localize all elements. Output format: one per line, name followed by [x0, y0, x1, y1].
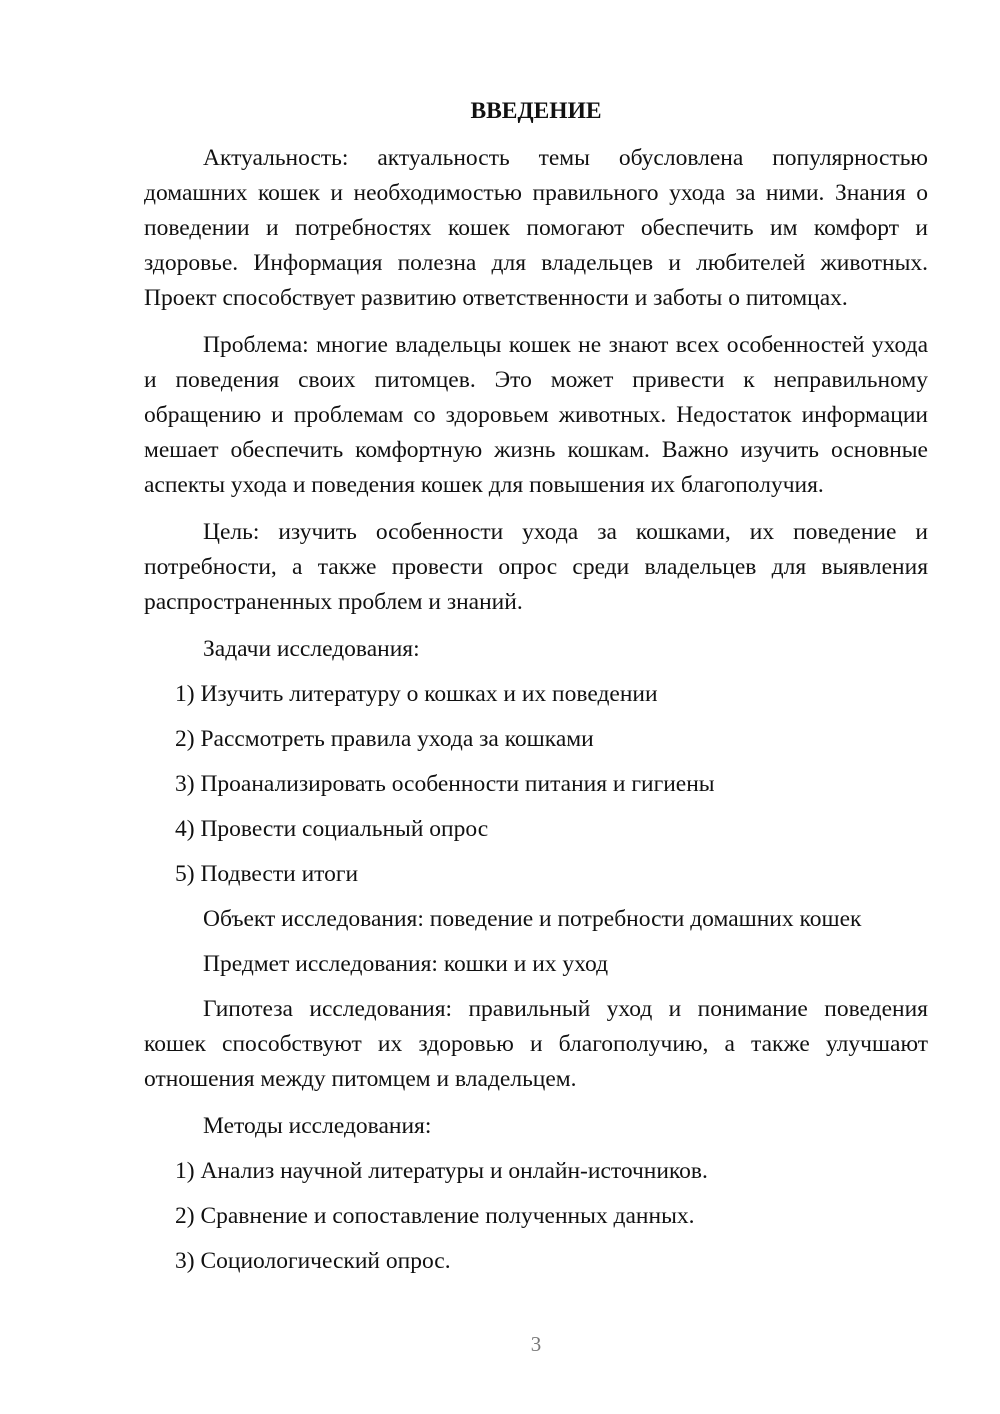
- task-item: 2) Рассмотреть правила ухода за кошками: [175, 726, 594, 752]
- method-item: 2) Сравнение и сопоставление полученных данных.: [175, 1203, 695, 1229]
- page-number: 3: [530, 1332, 542, 1356]
- task-item: 5) Подвести итоги: [175, 861, 359, 887]
- research-object: Объект исследования: поведение и потребности домашних кошек: [203, 906, 862, 932]
- methods-heading: Методы исследования:: [203, 1113, 432, 1139]
- task-item: 1) Изучить литературу о кошках и их поведении: [175, 681, 658, 707]
- method-item: 3) Социологический опрос.: [175, 1248, 451, 1274]
- section-title: ВВЕДЕНИЕ: [470, 98, 602, 124]
- research-subject: Предмет исследования: кошки и их уход: [203, 951, 609, 977]
- task-item: 3) Проанализировать особенности питания и гигиены: [175, 771, 715, 797]
- goal-paragraph: Цель: изучить особенности ухода за кошками, их поведение и потребности, а также провести опрос среди владельцев для выявления распространенных проблем и знаний.: [144, 519, 928, 615]
- tasks-heading: Задачи исследования:: [203, 636, 420, 662]
- page-content: [144, 94, 928, 1289]
- hypothesis-paragraph: Гипотеза исследования: правильный уход и понимание поведения кошек способствуют их здоровью и благополучию, а также улучшают отношения между питомцем и владельцем.: [144, 996, 928, 1092]
- method-item: 1) Анализ научной литературы и онлайн-источников.: [175, 1158, 708, 1184]
- task-item: 4) Провести социальный опрос: [175, 816, 489, 842]
- actuality-paragraph: Актуальность: актуальность темы обусловлена популярностью домашних кошек и необходимостью правильного ухода за ними. Знания о поведении и потребностях кошек помогают обеспечить им комфорт и здоровье. Информация полезна для владельцев и любителей животных. Проект способствует развитию ответственности и заботы о питомцах.: [144, 145, 928, 311]
- problem-paragraph: Проблема: многие владельцы кошек не знают всех особенностей ухода и поведения своих питомцев. Это может привести к неправильному обращению и проблемам со здоровьем животных. Недостаток информации мешает обеспечить комфортную жизнь кошкам. Важно изучить основные аспекты ухода и поведения кошек для повышения их благополучия.: [144, 332, 928, 498]
